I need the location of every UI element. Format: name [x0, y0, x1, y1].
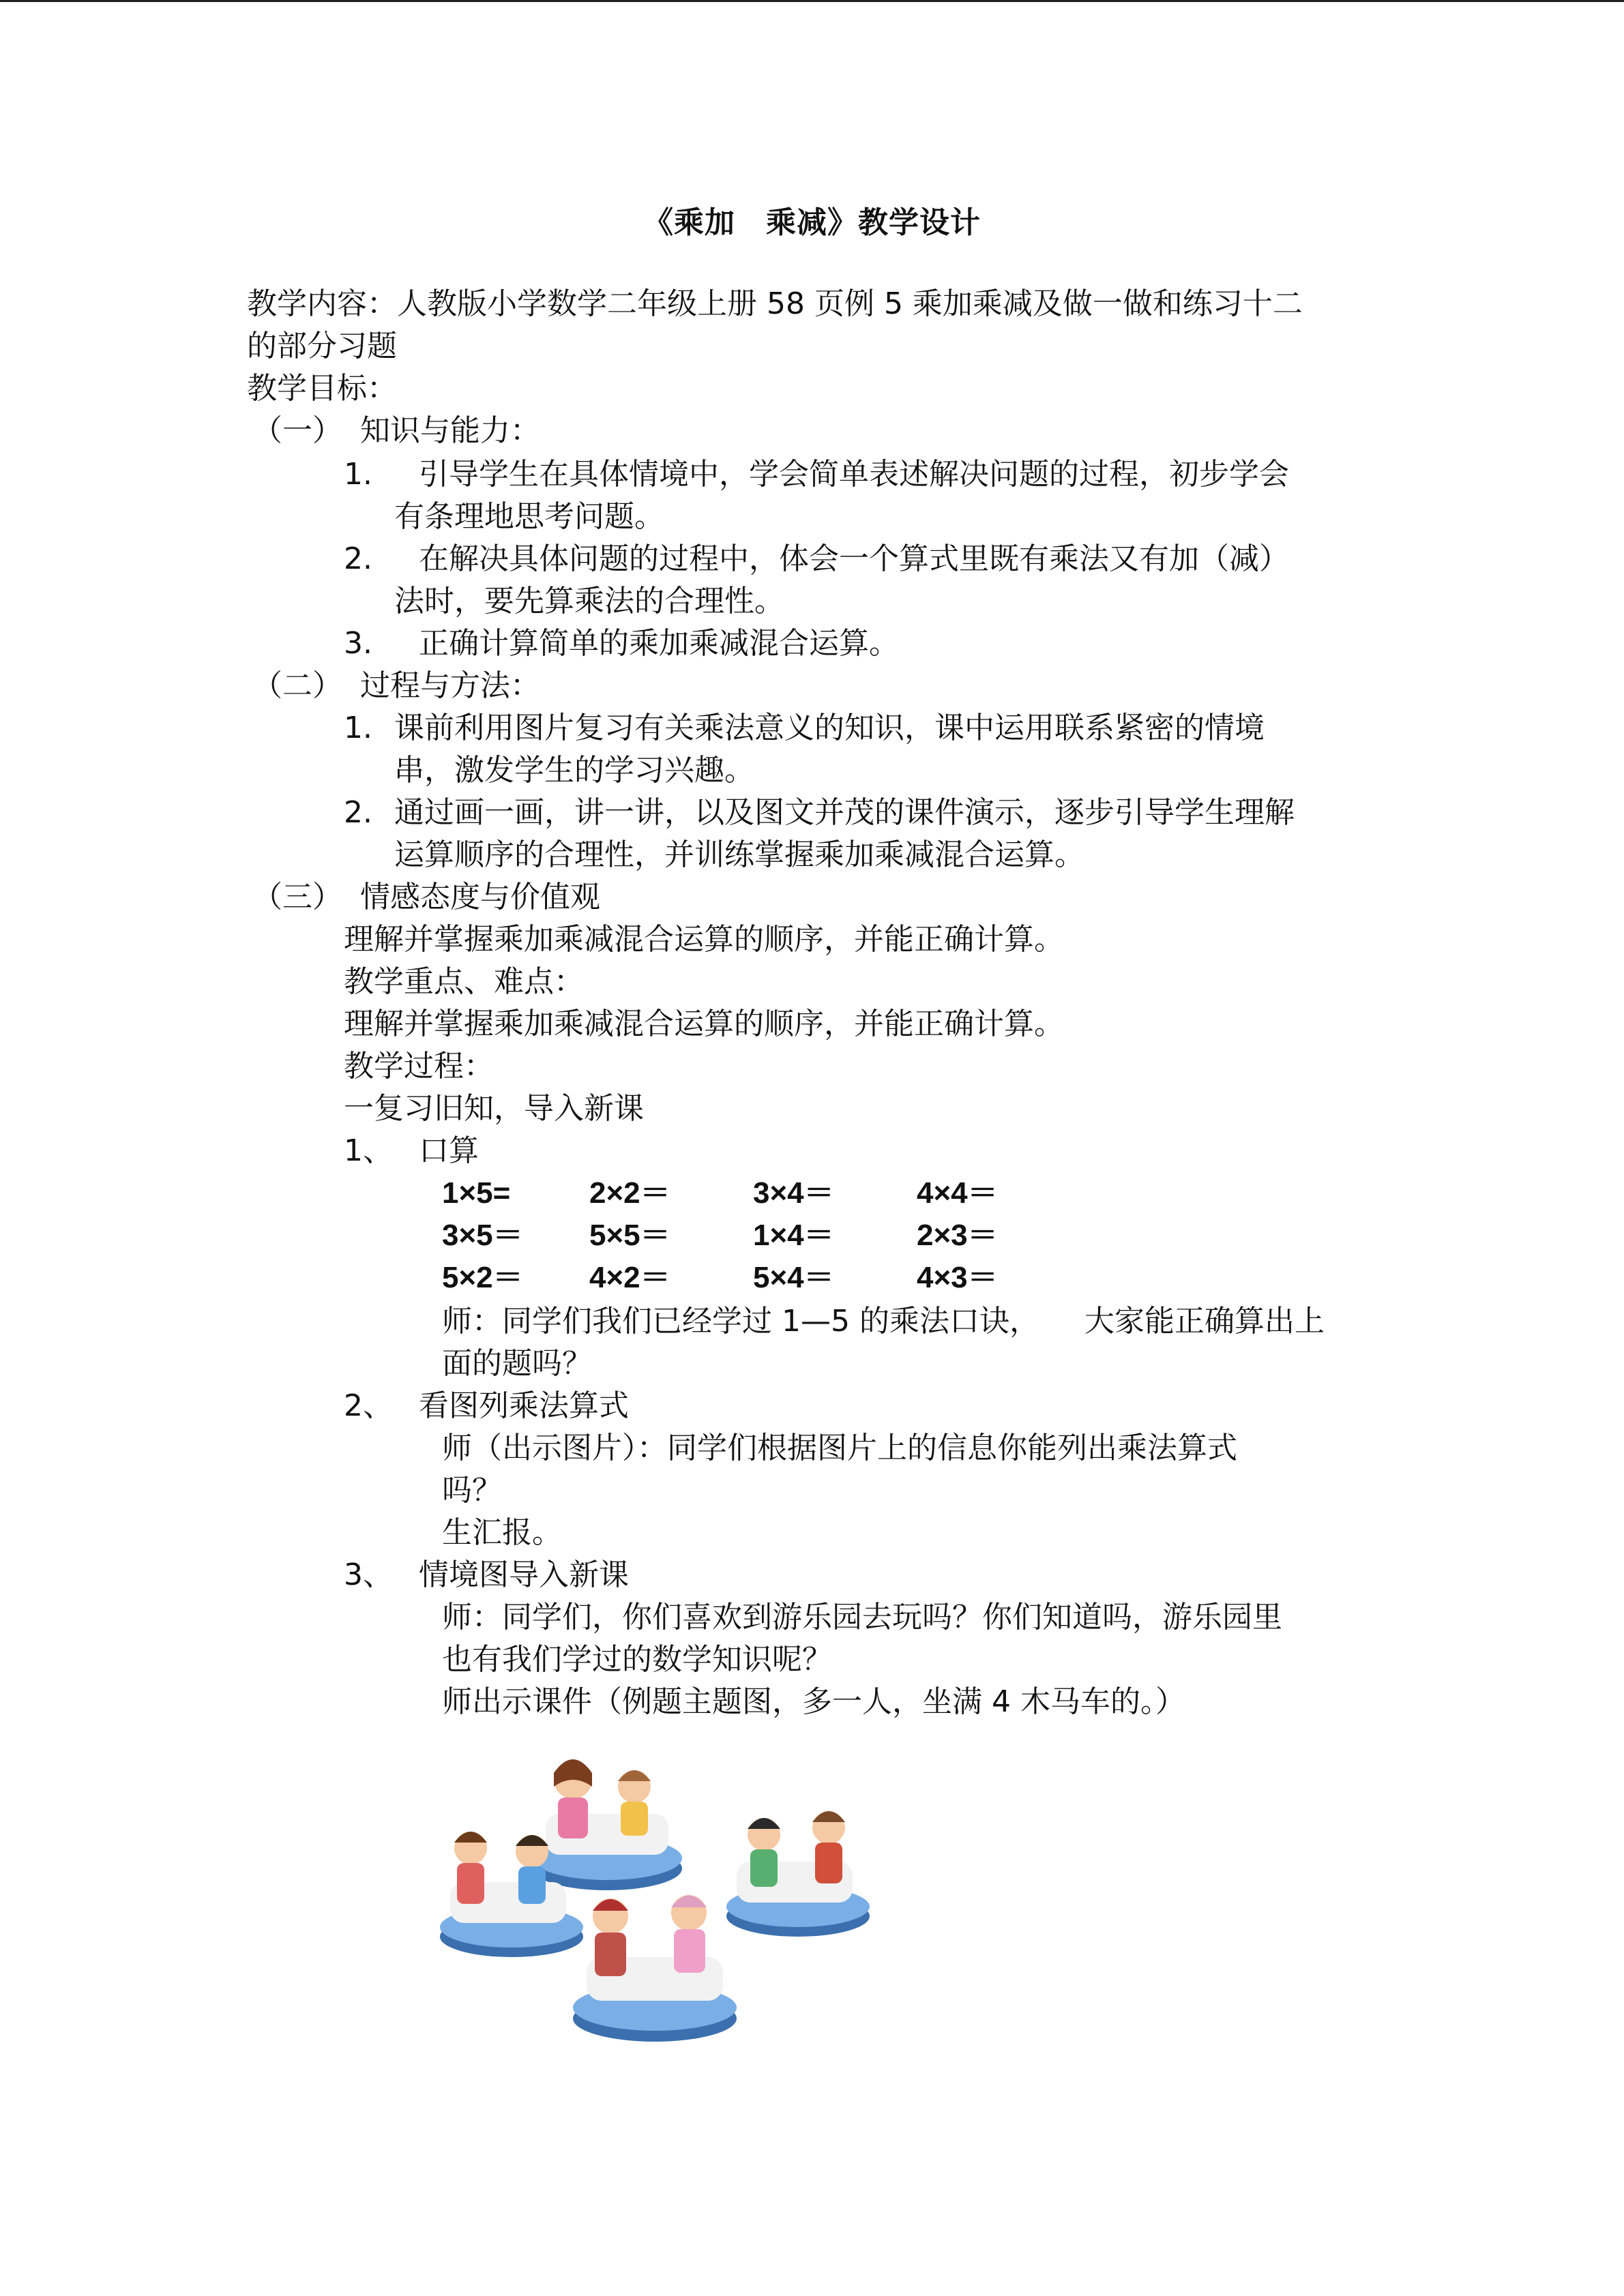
section1-item2-number: 2.: [344, 541, 372, 576]
step2-label: 看图列乘法算式: [419, 1388, 629, 1423]
page-top-edge: [0, 0, 1624, 2]
step3-number: 3、: [344, 1557, 393, 1592]
exercise-item: 4×3＝: [917, 1261, 998, 1294]
exercise-item: 3×4＝: [753, 1176, 834, 1210]
section1-item2-line2: 法时，要先算乘法的合理性。: [394, 584, 784, 618]
section1-item1-line2: 有条理地思考问题。: [394, 499, 664, 534]
step1-number: 1、: [344, 1133, 393, 1168]
key-points-heading: 教学重点、难点：: [344, 964, 584, 999]
step2-number: 2、: [344, 1388, 393, 1423]
exercise-item: 5×4＝: [753, 1261, 834, 1294]
teacher3-line3: 师出示课件（例题主题图，多一人，坐满 4 木马车的。）: [442, 1684, 1185, 1719]
section2-marker: （二）: [252, 668, 342, 703]
carousel-car: [573, 1895, 737, 2042]
section1-marker: （一）: [252, 413, 342, 448]
section1-heading: 知识与能力：: [360, 413, 540, 448]
carousel-car: [726, 1811, 870, 1937]
section2-item2-line2: 运算顺序的合理性，并训练掌握乘加乘减混合运算。: [394, 837, 1084, 872]
teacher2-line2: 吗？: [442, 1473, 502, 1508]
section2-item2-number: 2.: [344, 795, 372, 830]
section3-marker: （三）: [252, 880, 342, 914]
student-report: 生汇报。: [442, 1515, 562, 1550]
exercise-item: 1×5=: [442, 1176, 511, 1210]
step1-label: 口算: [419, 1133, 479, 1168]
carousel-illustration: [437, 1732, 900, 2059]
exercise-item: 2×2＝: [589, 1176, 670, 1210]
teacher3-line2: 也有我们学过的数学知识呢？: [442, 1642, 832, 1677]
section3-heading: 情感态度与价值观: [360, 880, 600, 914]
exercise-item: 4×2＝: [589, 1261, 670, 1294]
section2-heading: 过程与方法：: [360, 668, 540, 703]
section1-item3-line1: 正确计算简单的乘加乘减混合运算。: [419, 626, 899, 661]
part1-heading: 一复习旧知，导入新课: [344, 1091, 644, 1126]
step3-label: 情境图导入新课: [419, 1557, 629, 1592]
process-heading: 教学过程：: [344, 1049, 494, 1084]
section2-item1-line1: 课前利用图片复习有关乘法意义的知识，课中运用联系紧密的情境: [394, 711, 1265, 745]
carousel-car: [532, 1759, 682, 1890]
section1-item1-line1: 引导学生在具体情境中，学会简单表述解决问题的过程，初步学会: [419, 457, 1289, 492]
section2-item1-number: 1.: [344, 711, 372, 745]
section2-item1-line2: 串，激发学生的学习兴趣。: [394, 753, 754, 788]
section1-item2-line1: 在解决具体问题的过程中，体会一个算式里既有乘法又有加（减）: [419, 541, 1289, 576]
exercise-item: 1×4＝: [753, 1219, 834, 1252]
section1-item3-number: 3.: [344, 626, 372, 661]
teacher1-line1: 师：同学们我们已经学过 1—5 的乘法口诀， 大家能正确算出上: [442, 1304, 1325, 1339]
document-title: 《乘加 乘减》教学设计: [643, 205, 981, 240]
teacher2-line1: 师（出示图片）：同学们根据图片上的信息你能列出乘法算式: [442, 1431, 1237, 1465]
teacher3-line1: 师：同学们，你们喜欢到游乐园去玩吗？你们知道吗，游乐园里: [442, 1600, 1282, 1635]
key-points-text: 理解并掌握乘加乘减混合运算的顺序，并能正确计算。: [344, 1007, 1064, 1041]
section2-item2-line1: 通过画一画，讲一讲，以及图文并茂的课件演示，逐步引导学生理解: [394, 795, 1295, 830]
section3-text: 理解并掌握乘加乘减混合运算的顺序，并能正确计算。: [344, 922, 1064, 957]
exercise-item: 4×4＝: [917, 1176, 998, 1210]
exercise-item: 5×2＝: [442, 1261, 523, 1294]
teaching-content-line1: 教学内容：人教版小学数学二年级上册 58 页例 5 乘加乘减及做一做和练习十二: [247, 286, 1303, 321]
teacher1-line2: 面的题吗？: [442, 1346, 592, 1381]
exercise-item: 5×5＝: [589, 1219, 670, 1252]
exercise-item: 2×3＝: [917, 1219, 998, 1252]
section1-item1-number: 1.: [344, 457, 372, 492]
exercise-item: 3×5＝: [442, 1219, 523, 1252]
objectives-heading: 教学目标：: [247, 371, 397, 406]
teaching-content-line2: 的部分习题: [247, 329, 397, 363]
